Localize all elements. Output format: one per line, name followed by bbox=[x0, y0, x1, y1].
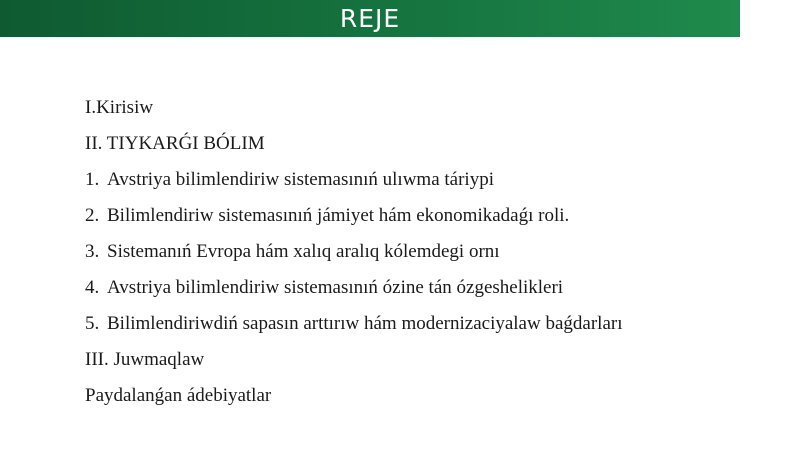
outline-item-number: 2. bbox=[85, 205, 100, 226]
outline-item-intro bbox=[85, 96, 622, 132]
outline-item-text: Sistemanıń Evropa hám xalıq aralıq kólemdegi ornı bbox=[107, 241, 500, 262]
outline-item-number: 4. bbox=[85, 277, 100, 298]
outline-item-4 bbox=[85, 276, 622, 312]
outline-item-5 bbox=[85, 312, 622, 348]
outline-item-text: Bilimlendiriw sistemasınıń jámiyet hám ekonomikadaǵı roli. bbox=[107, 205, 570, 226]
slide-title: REJE bbox=[339, 4, 401, 33]
outline-item-3 bbox=[85, 240, 622, 276]
outline-item-2 bbox=[85, 204, 622, 240]
outline-list bbox=[85, 96, 622, 420]
outline-item-text: Paydalanǵan ádebiyatlar bbox=[85, 385, 272, 406]
outline-item-text: I.Kirisiw bbox=[85, 97, 154, 118]
outline-item-1 bbox=[85, 168, 622, 204]
outline-item-number: 3. bbox=[85, 241, 100, 262]
outline-item-text: Avstriya bilimlendiriw sistemasınıń ózine tán ózgeshelikleri bbox=[107, 277, 564, 298]
outline-item-references bbox=[85, 384, 622, 420]
outline-item-text: Avstriya bilimlendiriw sistemasınıń ulıwma táriypi bbox=[107, 169, 494, 190]
outline-item-text: Bilimlendiriwdiń sapasın arttırıw hám modernizaciyalaw baǵdarları bbox=[107, 313, 623, 334]
outline-item-main-part bbox=[85, 132, 622, 168]
outline-item-number: 5. bbox=[85, 313, 100, 334]
outline-item-text: III. Juwmaqlaw bbox=[85, 349, 205, 370]
outline-item-conclusion bbox=[85, 348, 622, 384]
outline-item-text: II. TIYKARǴI BÓLIM bbox=[85, 133, 265, 154]
outline-item-number: 1. bbox=[85, 169, 100, 190]
